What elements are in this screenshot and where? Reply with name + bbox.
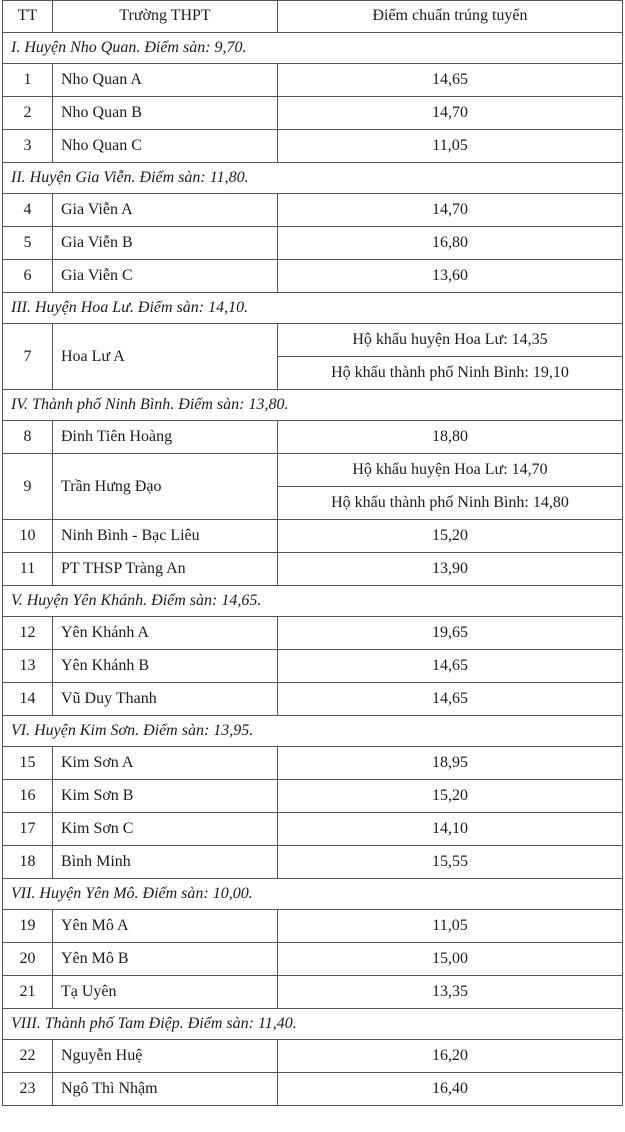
row-number: 6: [3, 260, 53, 293]
section-title: VII. Huyện Yên Mô. Điểm sàn: 10,00.: [3, 879, 623, 910]
admission-score: 11,05: [278, 130, 623, 163]
section-title: VIII. Thành phố Tam Điệp. Điểm sàn: 11,40.: [3, 1009, 623, 1040]
row-number: 14: [3, 683, 53, 716]
row-number: 15: [3, 747, 53, 780]
table-row: [3, 976, 623, 1009]
row-number: 22: [3, 1040, 53, 1073]
admission-score: 14,10: [278, 813, 623, 846]
school-name: Kim Sơn C: [53, 813, 278, 846]
admission-score: 14,65: [278, 64, 623, 97]
header-score: Điểm chuẩn trúng tuyển: [278, 1, 623, 33]
table-row: [3, 324, 623, 357]
school-name: Gia Viễn B: [53, 227, 278, 260]
row-number: 18: [3, 846, 53, 879]
table-row: [3, 846, 623, 879]
row-number: 13: [3, 650, 53, 683]
table-row: [3, 650, 623, 683]
admission-score: 14,70: [278, 97, 623, 130]
row-number: 23: [3, 1073, 53, 1106]
table-row: [3, 520, 623, 553]
admission-scores-document: [2, 0, 622, 1106]
admission-score: Hộ khẩu thành phố Ninh Bình: 19,10: [278, 357, 623, 390]
section-title: III. Huyện Hoa Lư. Điểm sàn: 14,10.: [3, 293, 623, 324]
section-header-row: [3, 293, 623, 324]
school-name: Bình Minh: [53, 846, 278, 879]
section-header-row: [3, 390, 623, 421]
school-name: Nho Quan B: [53, 97, 278, 130]
row-number: 7: [3, 324, 53, 390]
row-number: 11: [3, 553, 53, 586]
row-number: 10: [3, 520, 53, 553]
section-title: II. Huyện Gia Viễn. Điểm sàn: 11,80.: [3, 163, 623, 194]
table-row: [3, 130, 623, 163]
row-number: 9: [3, 454, 53, 520]
table-row: [3, 260, 623, 293]
row-number: 19: [3, 910, 53, 943]
table-row: [3, 617, 623, 650]
table-row: [3, 910, 623, 943]
admission-score: 16,20: [278, 1040, 623, 1073]
admission-score: 18,80: [278, 421, 623, 454]
school-name: Nguyễn Huệ: [53, 1040, 278, 1073]
admission-score: 15,55: [278, 846, 623, 879]
school-name: Kim Sơn A: [53, 747, 278, 780]
table-row: [3, 747, 623, 780]
admission-score: 14,65: [278, 683, 623, 716]
admission-score: 16,80: [278, 227, 623, 260]
row-number: 21: [3, 976, 53, 1009]
admission-score: 16,40: [278, 1073, 623, 1106]
school-name: Trần Hưng Đạo: [53, 454, 278, 520]
school-name: Nho Quan A: [53, 64, 278, 97]
school-name: Yên Mô B: [53, 943, 278, 976]
school-name: Yên Khánh A: [53, 617, 278, 650]
row-number: 4: [3, 194, 53, 227]
school-name: Kim Sơn B: [53, 780, 278, 813]
admission-score: 19,65: [278, 617, 623, 650]
school-name: Yên Khánh B: [53, 650, 278, 683]
table-body: [3, 33, 623, 1106]
row-number: 5: [3, 227, 53, 260]
admission-score: 13,60: [278, 260, 623, 293]
table-row: [3, 1073, 623, 1106]
section-title: IV. Thành phố Ninh Bình. Điểm sàn: 13,80.: [3, 390, 623, 421]
section-title: VI. Huyện Kim Sơn. Điểm sàn: 13,95.: [3, 716, 623, 747]
table-row: [3, 97, 623, 130]
admission-score: 14,65: [278, 650, 623, 683]
admission-score: 14,70: [278, 194, 623, 227]
section-header-row: [3, 586, 623, 617]
school-name: Tạ Uyên: [53, 976, 278, 1009]
school-name: Ngô Thì Nhậm: [53, 1073, 278, 1106]
header-tt: TT: [3, 1, 53, 33]
table-row: [3, 454, 623, 487]
admission-score: Hộ khẩu huyện Hoa Lư: 14,70: [278, 454, 623, 487]
row-number: 8: [3, 421, 53, 454]
table-row: [3, 1040, 623, 1073]
school-name: PT THSP Tràng An: [53, 553, 278, 586]
school-name: Đinh Tiên Hoàng: [53, 421, 278, 454]
table-row: [3, 943, 623, 976]
row-number: 16: [3, 780, 53, 813]
section-header-row: [3, 163, 623, 194]
header-school: Trường THPT: [53, 1, 278, 33]
row-number: 1: [3, 64, 53, 97]
row-number: 2: [3, 97, 53, 130]
admission-score: Hộ khẩu huyện Hoa Lư: 14,35: [278, 324, 623, 357]
row-number: 17: [3, 813, 53, 846]
section-title: I. Huyện Nho Quan. Điểm sàn: 9,70.: [3, 33, 623, 64]
school-name: Ninh Bình - Bạc Liêu: [53, 520, 278, 553]
header-row: [3, 1, 623, 33]
section-header-row: [3, 1009, 623, 1040]
admission-score: 18,95: [278, 747, 623, 780]
school-name: Hoa Lư A: [53, 324, 278, 390]
row-number: 20: [3, 943, 53, 976]
section-header-row: [3, 879, 623, 910]
table-row: [3, 780, 623, 813]
admission-score: 11,05: [278, 910, 623, 943]
admission-scores-table: [2, 0, 623, 1106]
table-row: [3, 64, 623, 97]
table-row: [3, 227, 623, 260]
school-name: Nho Quan C: [53, 130, 278, 163]
admission-score: 15,20: [278, 780, 623, 813]
row-number: 12: [3, 617, 53, 650]
table-row: [3, 553, 623, 586]
admission-score: 15,00: [278, 943, 623, 976]
section-title: V. Huyện Yên Khánh. Điểm sàn: 14,65.: [3, 586, 623, 617]
table-row: [3, 421, 623, 454]
school-name: Yên Mô A: [53, 910, 278, 943]
table-row: [3, 194, 623, 227]
table-row: [3, 683, 623, 716]
section-header-row: [3, 33, 623, 64]
admission-score: 15,20: [278, 520, 623, 553]
table-row: [3, 813, 623, 846]
admission-score: Hộ khẩu thành phố Ninh Bình: 14,80: [278, 487, 623, 520]
admission-score: 13,35: [278, 976, 623, 1009]
admission-score: 13,90: [278, 553, 623, 586]
row-number: 3: [3, 130, 53, 163]
school-name: Gia Viễn C: [53, 260, 278, 293]
section-header-row: [3, 716, 623, 747]
school-name: Gia Viễn A: [53, 194, 278, 227]
school-name: Vũ Duy Thanh: [53, 683, 278, 716]
